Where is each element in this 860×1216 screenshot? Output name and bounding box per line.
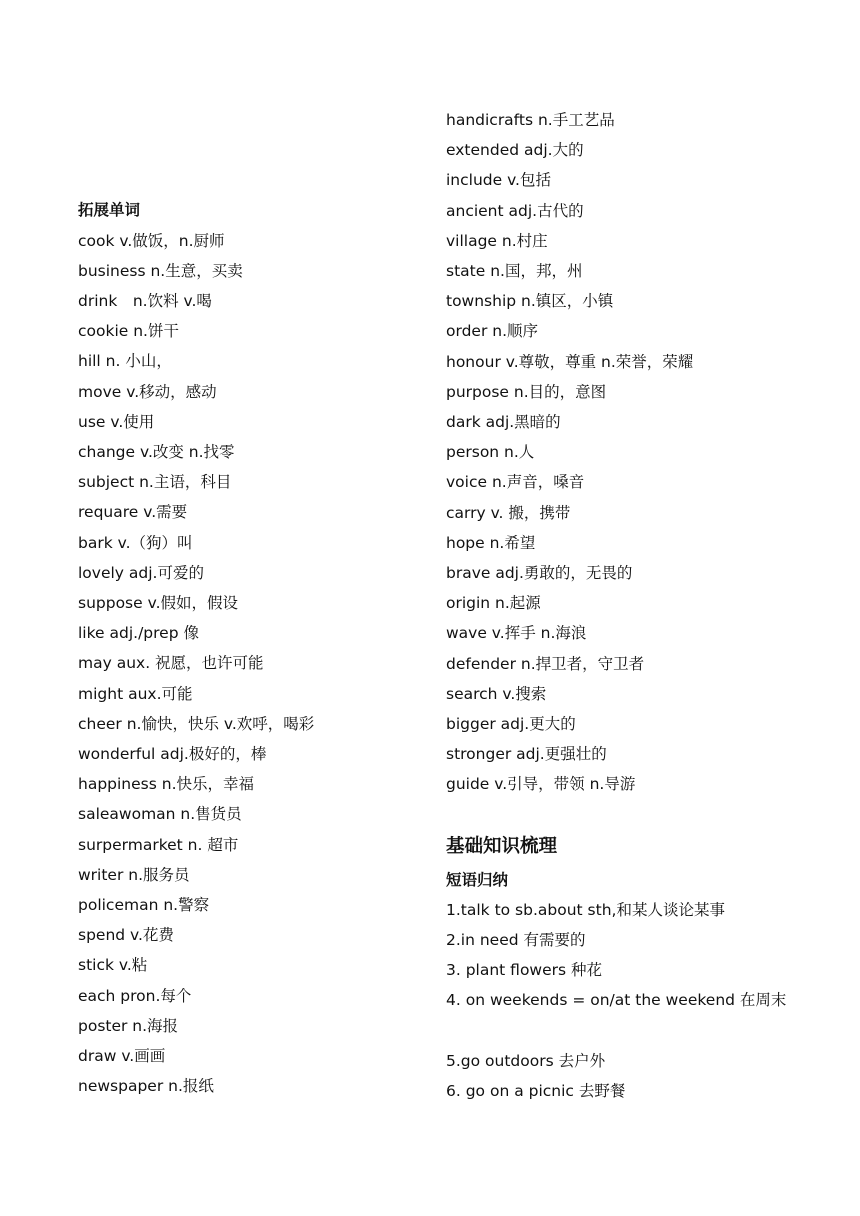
section-title: 基础知识梳理 (446, 836, 558, 857)
vocab-item: poster n.海报 (78, 1016, 179, 1035)
vocab-item: honour v.尊敬，尊重 n.荣誉，荣耀 (446, 352, 694, 371)
vocab-item: policeman n.警察 (78, 895, 210, 914)
vocab-item: person n.人 (446, 443, 535, 462)
vocab-item: village n.村庄 (446, 231, 548, 250)
vocab-item: business n.生意，买卖 (78, 261, 243, 280)
phrase-item: 3. plant flowers 种花 (446, 961, 603, 979)
vocab-item: may aux. 祝愿，也许可能 (78, 654, 264, 673)
phrase-item: 5.go outdoors 去户外 (446, 1052, 606, 1070)
vocab-item: handicrafts n.手工艺品 (446, 111, 615, 129)
vocab-item: cookie n.饼干 (78, 322, 179, 341)
vocab-item: origin n.起源 (446, 594, 541, 613)
vocab-item: guide v.引导，带领 n.导游 (446, 775, 636, 794)
vocab-item: draw v.画画 (78, 1046, 166, 1065)
vocab-item: township n.镇区，小镇 (446, 292, 614, 311)
vocab-item: drink n.饮料 v.喝 (78, 291, 212, 310)
subsection-title: 短语归纳 (446, 871, 509, 889)
vocab-item: newspaper n.报纸 (78, 1077, 214, 1096)
vocab-item: saleawoman n.售货员 (78, 805, 242, 824)
vocab-item: use v.使用 (78, 412, 155, 431)
phrase-item: 4. on weekends = on/at the weekend 在周末 (446, 991, 787, 1009)
vocab-item: extended adj.大的 (446, 141, 584, 160)
vocab-item: voice n.声音，嗓音 (446, 473, 585, 492)
phrase-item: 6. go on a picnic 去野餐 (446, 1082, 626, 1100)
vocab-item: lovely adj.可爱的 (78, 563, 204, 582)
vocab-item: might aux.可能 (78, 684, 193, 703)
vocab-item: move v.移动，感动 (78, 382, 217, 401)
vocab-item: wave v.挥手 n.海浪 (446, 624, 587, 643)
vocab-item: cheer n.愉快，快乐 v.欢呼，喝彩 (78, 714, 315, 733)
vocab-item: each pron.每个 (78, 986, 192, 1005)
vocab-item: state n.国，邦，州 (446, 262, 583, 280)
vocab-item: include v.包括 (446, 171, 551, 190)
vocab-heading: 拓展单词 (78, 201, 141, 219)
vocab-item: carry v. 搬，携带 (446, 503, 571, 522)
vocab-item: happiness n.快乐，幸福 (78, 775, 254, 794)
vocab-item: stronger adj.更强壮的 (446, 745, 607, 764)
phrase-item: 1.talk to sb.about sth,和某人谈论某事 (446, 901, 725, 919)
vocab-item: suppose v.假如，假设 (78, 593, 238, 612)
vocab-item: brave adj.勇敢的，无畏的 (446, 564, 633, 582)
vocab-item: subject n.主语，科目 (78, 473, 232, 492)
vocab-item: change v.改变 n.找零 (78, 442, 235, 461)
vocab-item: hill n. 小山， (78, 352, 172, 371)
vocab-item: defender n.捍卫者，守卫者 (446, 654, 645, 673)
vocab-item: writer n.服务员 (78, 865, 190, 884)
vocab-item: bigger adj.更大的 (446, 715, 576, 733)
vocab-item: requare v.需要 (78, 503, 188, 522)
vocab-item: hope n.希望 (446, 533, 536, 552)
vocab-item: ancient adj.古代的 (446, 201, 584, 220)
vocab-item: order n.顺序 (446, 322, 539, 341)
vocab-item: like adj./prep 像 (78, 624, 199, 643)
vocab-item: search v.搜索 (446, 684, 547, 703)
vocab-item: spend v.花费 (78, 926, 174, 945)
vocab-item: dark adj.黑暗的 (446, 413, 561, 431)
vocab-item: stick v.粘 (78, 956, 148, 975)
vocab-item: surpermarket n. 超市 (78, 835, 239, 854)
vocab-item: bark v.（狗）叫 (78, 533, 193, 552)
phrase-item: 2.in need 有需要的 (446, 931, 586, 949)
vocab-item: purpose n.目的，意图 (446, 382, 607, 401)
vocab-item: wonderful adj.极好的，棒 (78, 744, 267, 763)
vocab-item: cook v.做饭，n.厨师 (78, 231, 225, 250)
